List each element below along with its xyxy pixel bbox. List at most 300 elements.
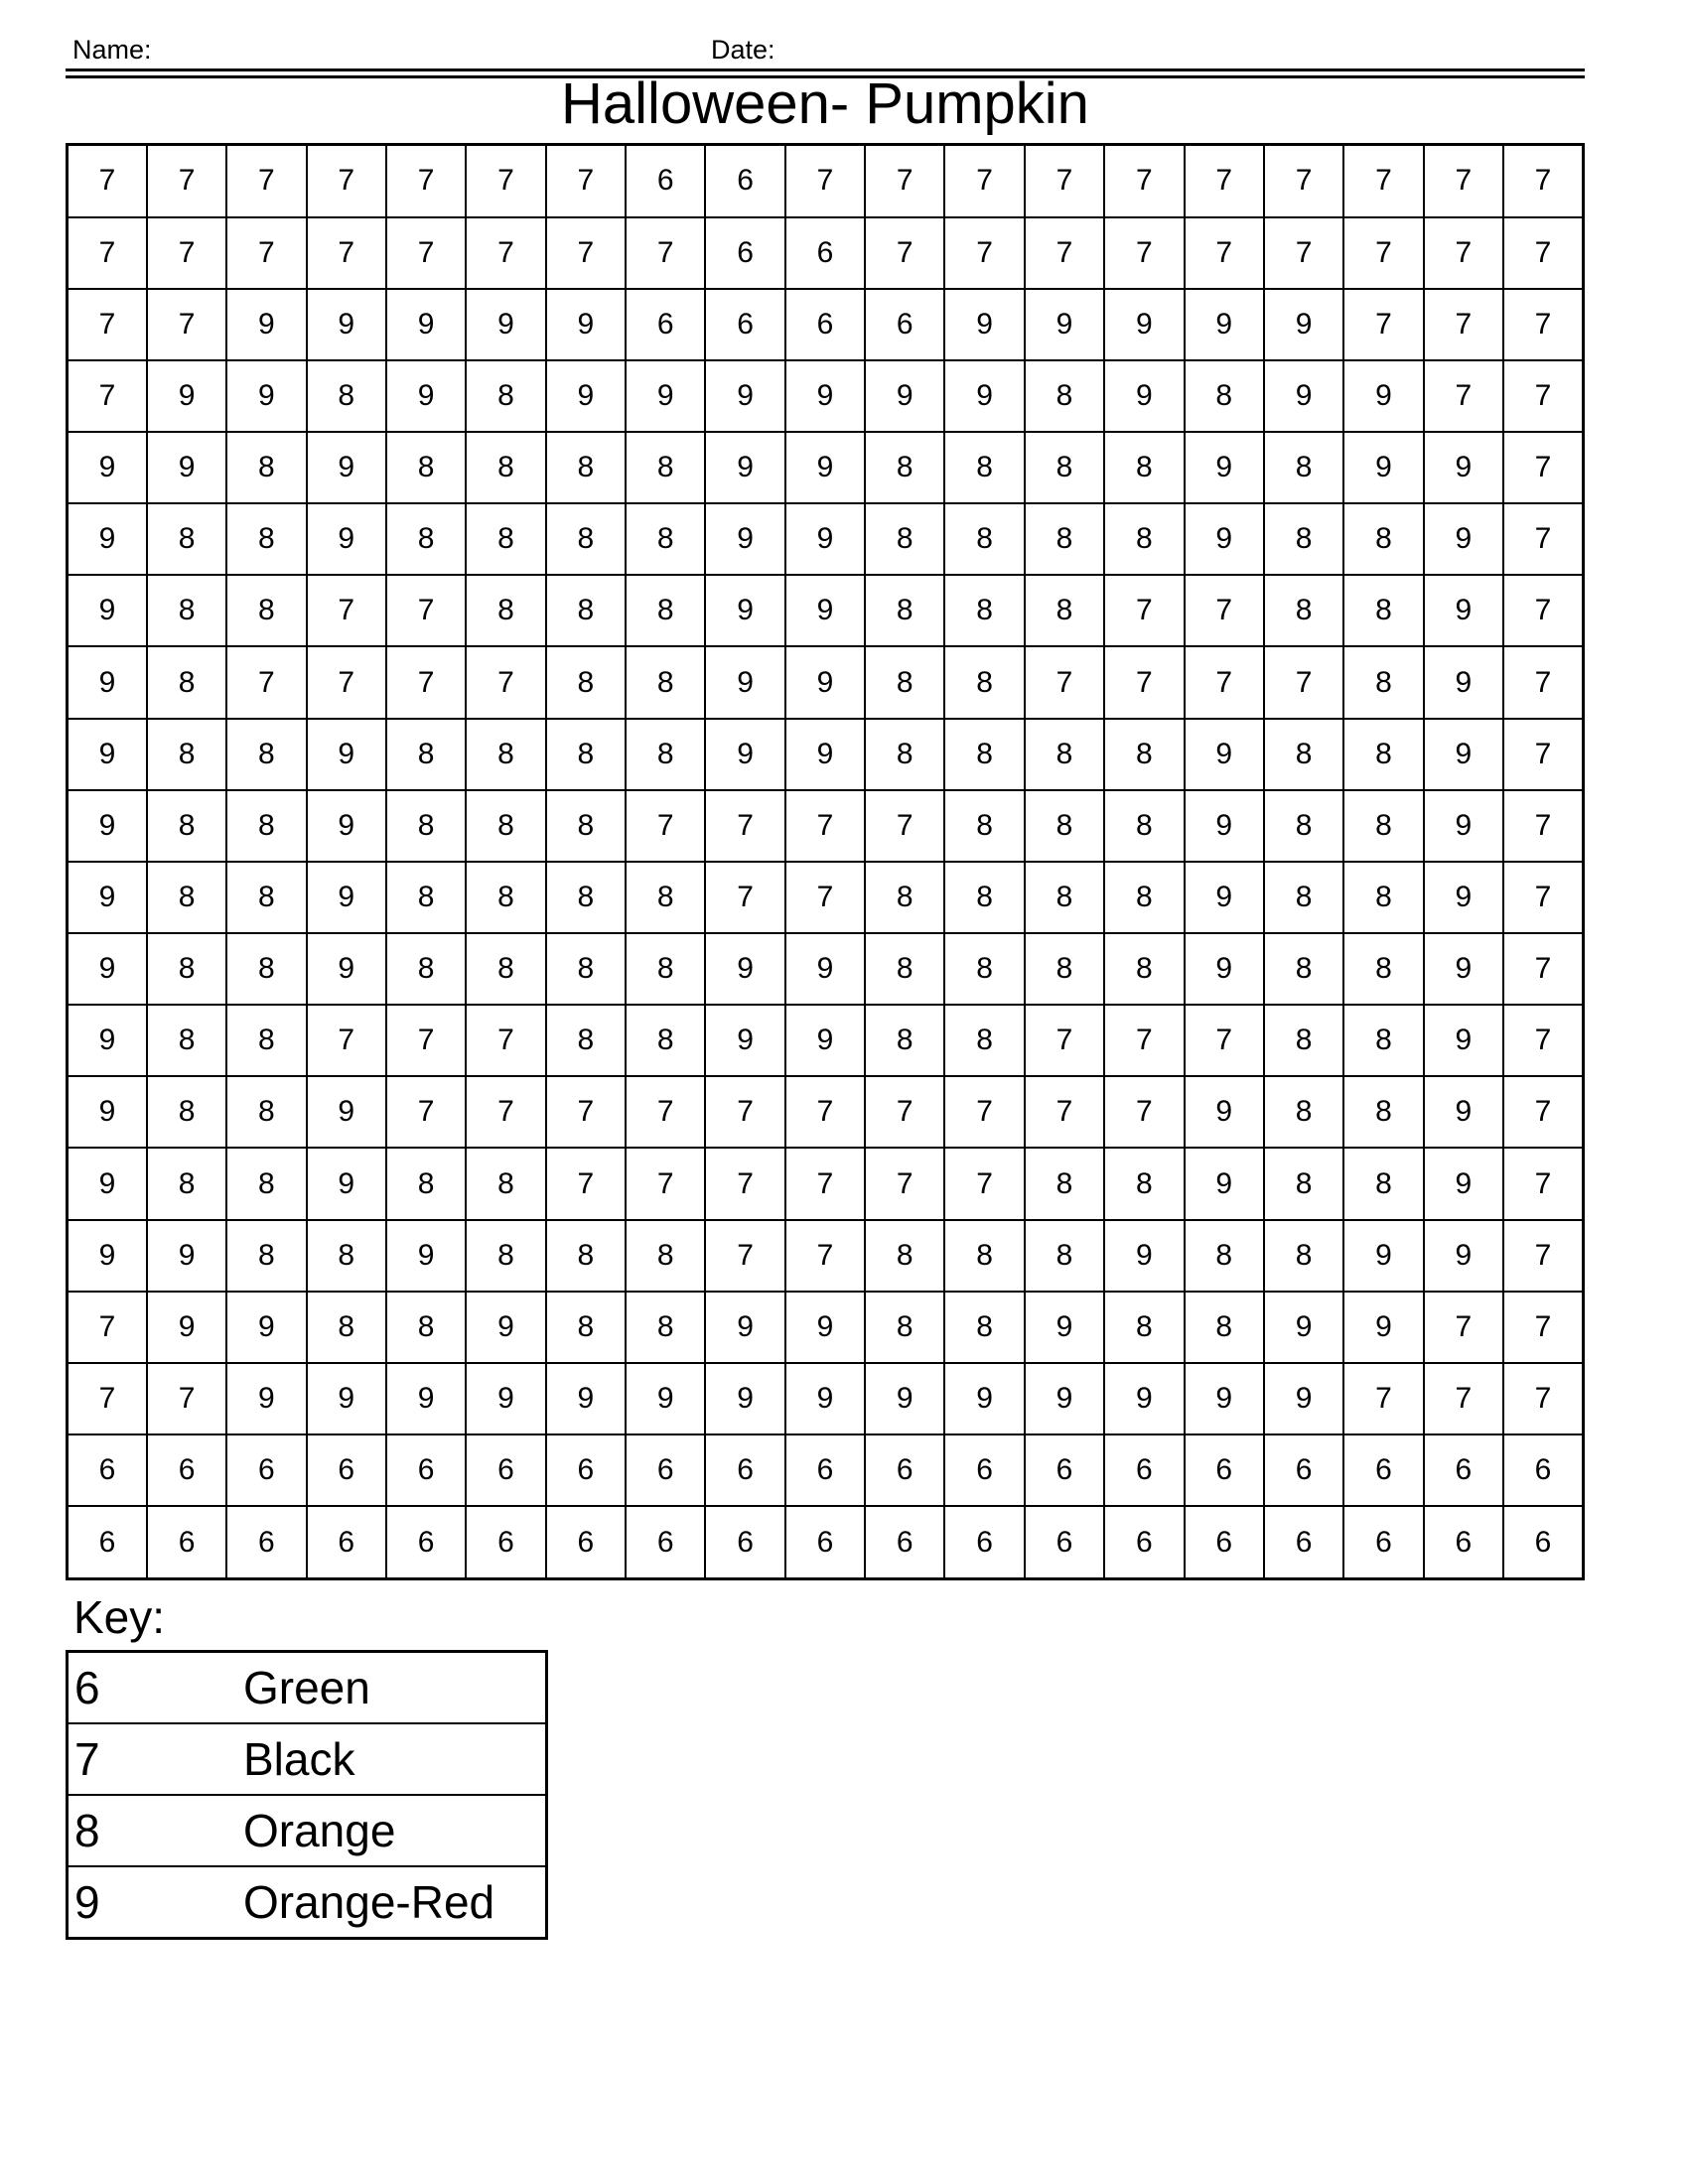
grid-cell: 7: [865, 1148, 944, 1219]
grid-cell: 9: [307, 1148, 386, 1219]
grid-cell: 7: [1185, 1005, 1264, 1076]
grid-cell: 6: [626, 1434, 705, 1506]
grid-cell: 9: [147, 1292, 226, 1363]
grid-cell: 7: [785, 1076, 865, 1148]
grid-cell: 8: [1343, 719, 1423, 790]
grid-row: [68, 862, 1584, 933]
grid-cell: 9: [944, 1363, 1024, 1434]
grid-cell: 9: [1104, 360, 1184, 432]
grid-cell: 8: [466, 503, 545, 575]
grid-cell: 8: [1343, 575, 1423, 646]
grid-cell: 8: [1104, 503, 1184, 575]
grid-cell: 8: [865, 1220, 944, 1292]
grid-cell: 8: [466, 360, 545, 432]
grid-cell: 9: [865, 360, 944, 432]
grid-cell: 8: [944, 1005, 1024, 1076]
grid-cell: 9: [785, 646, 865, 718]
grid-cell: 9: [1424, 575, 1503, 646]
grid-cell: 9: [1424, 933, 1503, 1005]
grid-cell: 9: [785, 575, 865, 646]
grid-cell: 9: [865, 1363, 944, 1434]
grid-cell: 6: [466, 1434, 545, 1506]
grid-cell: 7: [386, 575, 466, 646]
grid-cell: 9: [68, 1005, 147, 1076]
grid-cell: 7: [466, 1005, 545, 1076]
grid-cell: 7: [1503, 360, 1584, 432]
key-number: 6: [68, 1652, 244, 1724]
grid-cell: 8: [944, 1292, 1024, 1363]
grid-cell: 9: [386, 1363, 466, 1434]
grid-cell: 8: [1343, 790, 1423, 862]
grid-cell: 7: [1025, 646, 1104, 718]
grid-cell: 9: [68, 862, 147, 933]
grid-row: [68, 933, 1584, 1005]
grid-cell: 8: [226, 1148, 306, 1219]
grid-cell: 8: [226, 862, 306, 933]
grid-cell: 8: [1343, 1148, 1423, 1219]
grid-cell: 8: [1025, 503, 1104, 575]
grid-cell: 8: [307, 360, 386, 432]
grid-cell: 8: [226, 933, 306, 1005]
grid-cell: 8: [865, 719, 944, 790]
key-row: [68, 1866, 547, 1939]
grid-cell: 9: [1424, 1005, 1503, 1076]
grid-cell: 8: [546, 1292, 626, 1363]
grid-cell: 8: [1104, 933, 1184, 1005]
grid-cell: 7: [705, 862, 784, 933]
grid-cell: 7: [466, 1076, 545, 1148]
grid-cell: 9: [1185, 1363, 1264, 1434]
grid-cell: 8: [1025, 432, 1104, 503]
grid-cell: 8: [1104, 1292, 1184, 1363]
grid-cell: 8: [1025, 1148, 1104, 1219]
grid-cell: 8: [626, 719, 705, 790]
color-key-table: [66, 1650, 548, 1940]
grid-cell: 8: [466, 575, 545, 646]
grid-cell: 9: [1025, 289, 1104, 360]
grid-cell: 6: [626, 1506, 705, 1578]
grid-cell: 9: [1424, 862, 1503, 933]
grid-cell: 6: [705, 217, 784, 289]
grid-cell: 7: [466, 145, 545, 217]
grid-cell: 7: [1264, 217, 1343, 289]
grid-cell: 6: [307, 1434, 386, 1506]
grid-cell: 9: [705, 933, 784, 1005]
grid-cell: 7: [1503, 503, 1584, 575]
grid-cell: 9: [785, 503, 865, 575]
grid-cell: 7: [546, 217, 626, 289]
grid-cell: 8: [546, 933, 626, 1005]
grid-cell: 7: [1503, 432, 1584, 503]
key-color-name: Green: [243, 1652, 547, 1724]
grid-cell: 9: [1104, 1363, 1184, 1434]
grid-cell: 9: [1025, 1292, 1104, 1363]
key-color-name: Orange: [243, 1795, 547, 1866]
grid-cell: 6: [785, 217, 865, 289]
grid-row: [68, 1005, 1584, 1076]
grid-cell: 8: [944, 862, 1024, 933]
grid-cell: 6: [865, 1434, 944, 1506]
grid-cell: 7: [386, 646, 466, 718]
grid-cell: 7: [1104, 1005, 1184, 1076]
key-number: 9: [68, 1866, 244, 1939]
grid-cell: 8: [1025, 790, 1104, 862]
grid-cell: 9: [1424, 1148, 1503, 1219]
grid-cell: 7: [1503, 790, 1584, 862]
grid-cell: 6: [1424, 1434, 1503, 1506]
grid-cell: 8: [626, 862, 705, 933]
grid-cell: 8: [626, 432, 705, 503]
grid-cell: 9: [785, 360, 865, 432]
grid-cell: 8: [546, 432, 626, 503]
grid-cell: 9: [1264, 1363, 1343, 1434]
grid-cell: 7: [68, 1292, 147, 1363]
grid-cell: 9: [1424, 646, 1503, 718]
grid-cell: 6: [1343, 1506, 1423, 1578]
grid-cell: 6: [147, 1506, 226, 1578]
grid-row: [68, 790, 1584, 862]
grid-cell: 9: [386, 289, 466, 360]
grid-cell: 8: [865, 503, 944, 575]
grid-cell: 7: [865, 145, 944, 217]
grid-cell: 6: [1025, 1434, 1104, 1506]
grid-cell: 7: [705, 1220, 784, 1292]
grid-cell: 8: [944, 719, 1024, 790]
grid-cell: 9: [226, 289, 306, 360]
grid-cell: 9: [68, 646, 147, 718]
grid-cell: 6: [1424, 1506, 1503, 1578]
grid-cell: 9: [68, 1148, 147, 1219]
grid-cell: 7: [865, 217, 944, 289]
grid-cell: 7: [1185, 217, 1264, 289]
grid-cell: 7: [1503, 719, 1584, 790]
grid-cell: 8: [865, 432, 944, 503]
grid-cell: 9: [1343, 360, 1423, 432]
grid-cell: 8: [944, 503, 1024, 575]
grid-cell: 9: [1025, 1363, 1104, 1434]
grid-cell: 7: [1503, 289, 1584, 360]
grid-cell: 8: [1104, 432, 1184, 503]
grid-cell: 7: [1185, 646, 1264, 718]
grid-cell: 6: [226, 1434, 306, 1506]
grid-cell: 9: [68, 719, 147, 790]
grid-cell: 9: [1424, 1076, 1503, 1148]
grid-cell: 7: [546, 1148, 626, 1219]
grid-cell: 8: [147, 1005, 226, 1076]
grid-cell: 8: [865, 1292, 944, 1363]
grid-cell: 9: [1185, 933, 1264, 1005]
grid-cell: 7: [785, 1220, 865, 1292]
grid-cell: 9: [1264, 289, 1343, 360]
grid-cell: 6: [386, 1434, 466, 1506]
grid-cell: 7: [1185, 145, 1264, 217]
grid-cell: 7: [546, 1076, 626, 1148]
grid-cell: 6: [705, 1434, 784, 1506]
grid-cell: 9: [68, 1220, 147, 1292]
grid-row: [68, 503, 1584, 575]
grid-cell: 6: [68, 1506, 147, 1578]
grid-cell: 8: [1343, 646, 1423, 718]
grid-cell: 7: [785, 790, 865, 862]
grid-cell: 7: [626, 790, 705, 862]
grid-cell: 9: [1424, 1220, 1503, 1292]
grid-cell: 8: [1343, 862, 1423, 933]
grid-cell: 7: [1025, 1076, 1104, 1148]
grid-cell: 7: [1343, 217, 1423, 289]
grid-row: [68, 217, 1584, 289]
grid-cell: 7: [944, 1148, 1024, 1219]
grid-cell: 7: [307, 1005, 386, 1076]
grid-cell: 6: [68, 1434, 147, 1506]
grid-cell: 8: [466, 432, 545, 503]
grid-cell: 9: [705, 646, 784, 718]
grid-cell: 8: [466, 862, 545, 933]
grid-cell: 6: [1104, 1506, 1184, 1578]
grid-cell: 8: [944, 575, 1024, 646]
grid-row: [68, 1506, 1584, 1578]
grid-cell: 9: [466, 1292, 545, 1363]
grid-cell: 7: [386, 145, 466, 217]
grid-cell: 7: [1424, 217, 1503, 289]
key-row: [68, 1652, 547, 1724]
grid-cell: 8: [1264, 719, 1343, 790]
grid-cell: 7: [68, 217, 147, 289]
grid-cell: 8: [147, 646, 226, 718]
grid-cell: 8: [1264, 432, 1343, 503]
grid-cell: 7: [68, 145, 147, 217]
grid-cell: 9: [705, 360, 784, 432]
grid-cell: 8: [226, 503, 306, 575]
grid-cell: 8: [307, 1292, 386, 1363]
grid-cell: 8: [226, 1005, 306, 1076]
grid-cell: 9: [1185, 790, 1264, 862]
grid-cell: 6: [386, 1506, 466, 1578]
grid-cell: 7: [1185, 575, 1264, 646]
grid-cell: 8: [466, 1220, 545, 1292]
grid-row: [68, 1148, 1584, 1219]
grid-cell: 8: [1343, 1005, 1423, 1076]
grid-cell: 8: [147, 503, 226, 575]
key-label: Key:: [73, 1591, 166, 1643]
grid-cell: 9: [386, 360, 466, 432]
grid-cell: 7: [307, 646, 386, 718]
grid-cell: 9: [1185, 719, 1264, 790]
grid-cell: 9: [705, 719, 784, 790]
grid-cell: 9: [1185, 862, 1264, 933]
grid-cell: 8: [626, 1005, 705, 1076]
grid-cell: 7: [68, 360, 147, 432]
grid-cell: 8: [865, 1005, 944, 1076]
grid-cell: 9: [705, 1292, 784, 1363]
grid-cell: 8: [226, 432, 306, 503]
grid-cell: 8: [386, 503, 466, 575]
grid-cell: 8: [546, 646, 626, 718]
grid-cell: 9: [944, 289, 1024, 360]
grid-cell: 7: [68, 289, 147, 360]
grid-cell: 9: [705, 432, 784, 503]
grid-cell: 7: [1343, 1363, 1423, 1434]
grid-cell: 8: [1343, 1076, 1423, 1148]
grid-cell: 6: [546, 1434, 626, 1506]
grid-cell: 8: [1343, 503, 1423, 575]
grid-cell: 7: [1104, 145, 1184, 217]
grid-cell: 8: [1264, 862, 1343, 933]
grid-cell: 7: [944, 145, 1024, 217]
grid-cell: 9: [1424, 432, 1503, 503]
grid-cell: 8: [944, 790, 1024, 862]
grid-cell: 9: [785, 1005, 865, 1076]
grid-cell: 6: [307, 1506, 386, 1578]
grid-cell: 7: [1503, 145, 1584, 217]
grid-cell: 6: [1185, 1506, 1264, 1578]
grid-cell: 8: [1025, 1220, 1104, 1292]
grid-cell: 6: [466, 1506, 545, 1578]
grid-cell: 7: [68, 1363, 147, 1434]
grid-cell: 8: [1264, 503, 1343, 575]
grid-cell: 9: [705, 575, 784, 646]
grid-cell: 9: [1185, 289, 1264, 360]
grid-cell: 6: [785, 289, 865, 360]
grid-cell: 9: [1185, 1076, 1264, 1148]
grid-cell: 7: [1264, 646, 1343, 718]
date-label: Date:: [711, 35, 775, 65]
grid-cell: 9: [466, 1363, 545, 1434]
grid-cell: 9: [626, 1363, 705, 1434]
grid-cell: 7: [705, 790, 784, 862]
grid-cell: 8: [1264, 1148, 1343, 1219]
grid-cell: 9: [307, 1076, 386, 1148]
grid-cell: 9: [1104, 289, 1184, 360]
grid-cell: 8: [626, 575, 705, 646]
grid-cell: 6: [1104, 1434, 1184, 1506]
grid-cell: 9: [1343, 1220, 1423, 1292]
grid-cell: 9: [705, 1005, 784, 1076]
grid-cell: 7: [705, 1076, 784, 1148]
grid-cell: 8: [1264, 575, 1343, 646]
grid-cell: 8: [466, 1148, 545, 1219]
grid-cell: 7: [865, 790, 944, 862]
grid-cell: 7: [147, 217, 226, 289]
grid-cell: 9: [944, 360, 1024, 432]
grid-cell: 7: [1343, 289, 1423, 360]
grid-cell: 7: [1025, 1005, 1104, 1076]
grid-cell: 8: [1104, 1148, 1184, 1219]
grid-cell: 8: [1264, 1220, 1343, 1292]
grid-cell: 6: [865, 1506, 944, 1578]
grid-cell: 9: [785, 1363, 865, 1434]
grid-cell: 8: [466, 790, 545, 862]
key-number: 8: [68, 1795, 244, 1866]
grid-row: [68, 646, 1584, 718]
grid-cell: 7: [466, 646, 545, 718]
grid-cell: 7: [147, 289, 226, 360]
grid-cell: 7: [1503, 1220, 1584, 1292]
grid-cell: 6: [626, 145, 705, 217]
grid-cell: 8: [546, 503, 626, 575]
grid-cell: 7: [1343, 145, 1423, 217]
grid-cell: 6: [1503, 1434, 1584, 1506]
grid-cell: 8: [546, 1005, 626, 1076]
grid-cell: 7: [1264, 145, 1343, 217]
grid-cell: 9: [1424, 503, 1503, 575]
grid-cell: 6: [944, 1434, 1024, 1506]
grid-cell: 9: [1185, 503, 1264, 575]
grid-cell: 6: [865, 289, 944, 360]
grid-cell: 9: [147, 360, 226, 432]
grid-cell: 7: [1104, 1076, 1184, 1148]
key-row: [68, 1795, 547, 1866]
grid-cell: 8: [1264, 1005, 1343, 1076]
grid-row: [68, 1292, 1584, 1363]
grid-cell: 7: [307, 575, 386, 646]
grid-cell: 7: [785, 1148, 865, 1219]
grid-cell: 8: [1264, 1076, 1343, 1148]
grid-cell: 9: [147, 432, 226, 503]
grid-cell: 8: [1104, 862, 1184, 933]
grid-cell: 8: [226, 790, 306, 862]
grid-cell: 7: [1424, 360, 1503, 432]
grid-cell: 9: [546, 360, 626, 432]
grid-row: [68, 1076, 1584, 1148]
grid-cell: 6: [1025, 1506, 1104, 1578]
key-color-name: Black: [243, 1723, 547, 1795]
grid-cell: 8: [1104, 790, 1184, 862]
grid-cell: 8: [386, 432, 466, 503]
grid-cell: 8: [226, 719, 306, 790]
grid-cell: 9: [466, 289, 545, 360]
grid-cell: 9: [1264, 360, 1343, 432]
grid-row: [68, 432, 1584, 503]
grid-cell: 8: [386, 1292, 466, 1363]
grid-cell: 7: [1503, 1076, 1584, 1148]
grid-cell: 7: [1503, 646, 1584, 718]
grid-cell: 6: [546, 1506, 626, 1578]
grid-cell: 7: [546, 145, 626, 217]
grid-cell: 7: [1424, 1363, 1503, 1434]
grid-cell: 9: [68, 1076, 147, 1148]
grid-cell: 9: [68, 503, 147, 575]
grid-cell: 7: [386, 1076, 466, 1148]
grid-cell: 8: [626, 1220, 705, 1292]
grid-cell: 9: [307, 790, 386, 862]
grid-cell: 8: [147, 1076, 226, 1148]
grid-cell: 7: [626, 217, 705, 289]
grid-cell: 9: [785, 933, 865, 1005]
grid-cell: 9: [226, 1363, 306, 1434]
grid-cell: 6: [626, 289, 705, 360]
grid-cell: 8: [546, 862, 626, 933]
grid-cell: 6: [226, 1506, 306, 1578]
grid-cell: 7: [705, 1148, 784, 1219]
grid-row: [68, 1434, 1584, 1506]
grid-cell: 8: [386, 933, 466, 1005]
grid-cell: 8: [546, 719, 626, 790]
grid-cell: 7: [626, 1076, 705, 1148]
grid-cell: 6: [705, 289, 784, 360]
grid-cell: 9: [307, 503, 386, 575]
grid-cell: 7: [307, 217, 386, 289]
grid-cell: 6: [944, 1506, 1024, 1578]
grid-cell: 9: [68, 933, 147, 1005]
grid-cell: 7: [466, 217, 545, 289]
grid-cell: 7: [226, 145, 306, 217]
grid-cell: 8: [1025, 575, 1104, 646]
grid-cell: 7: [1503, 1005, 1584, 1076]
grid-cell: 9: [226, 1292, 306, 1363]
grid-cell: 7: [1424, 289, 1503, 360]
grid-cell: 8: [944, 933, 1024, 1005]
grid-cell: 9: [1343, 432, 1423, 503]
